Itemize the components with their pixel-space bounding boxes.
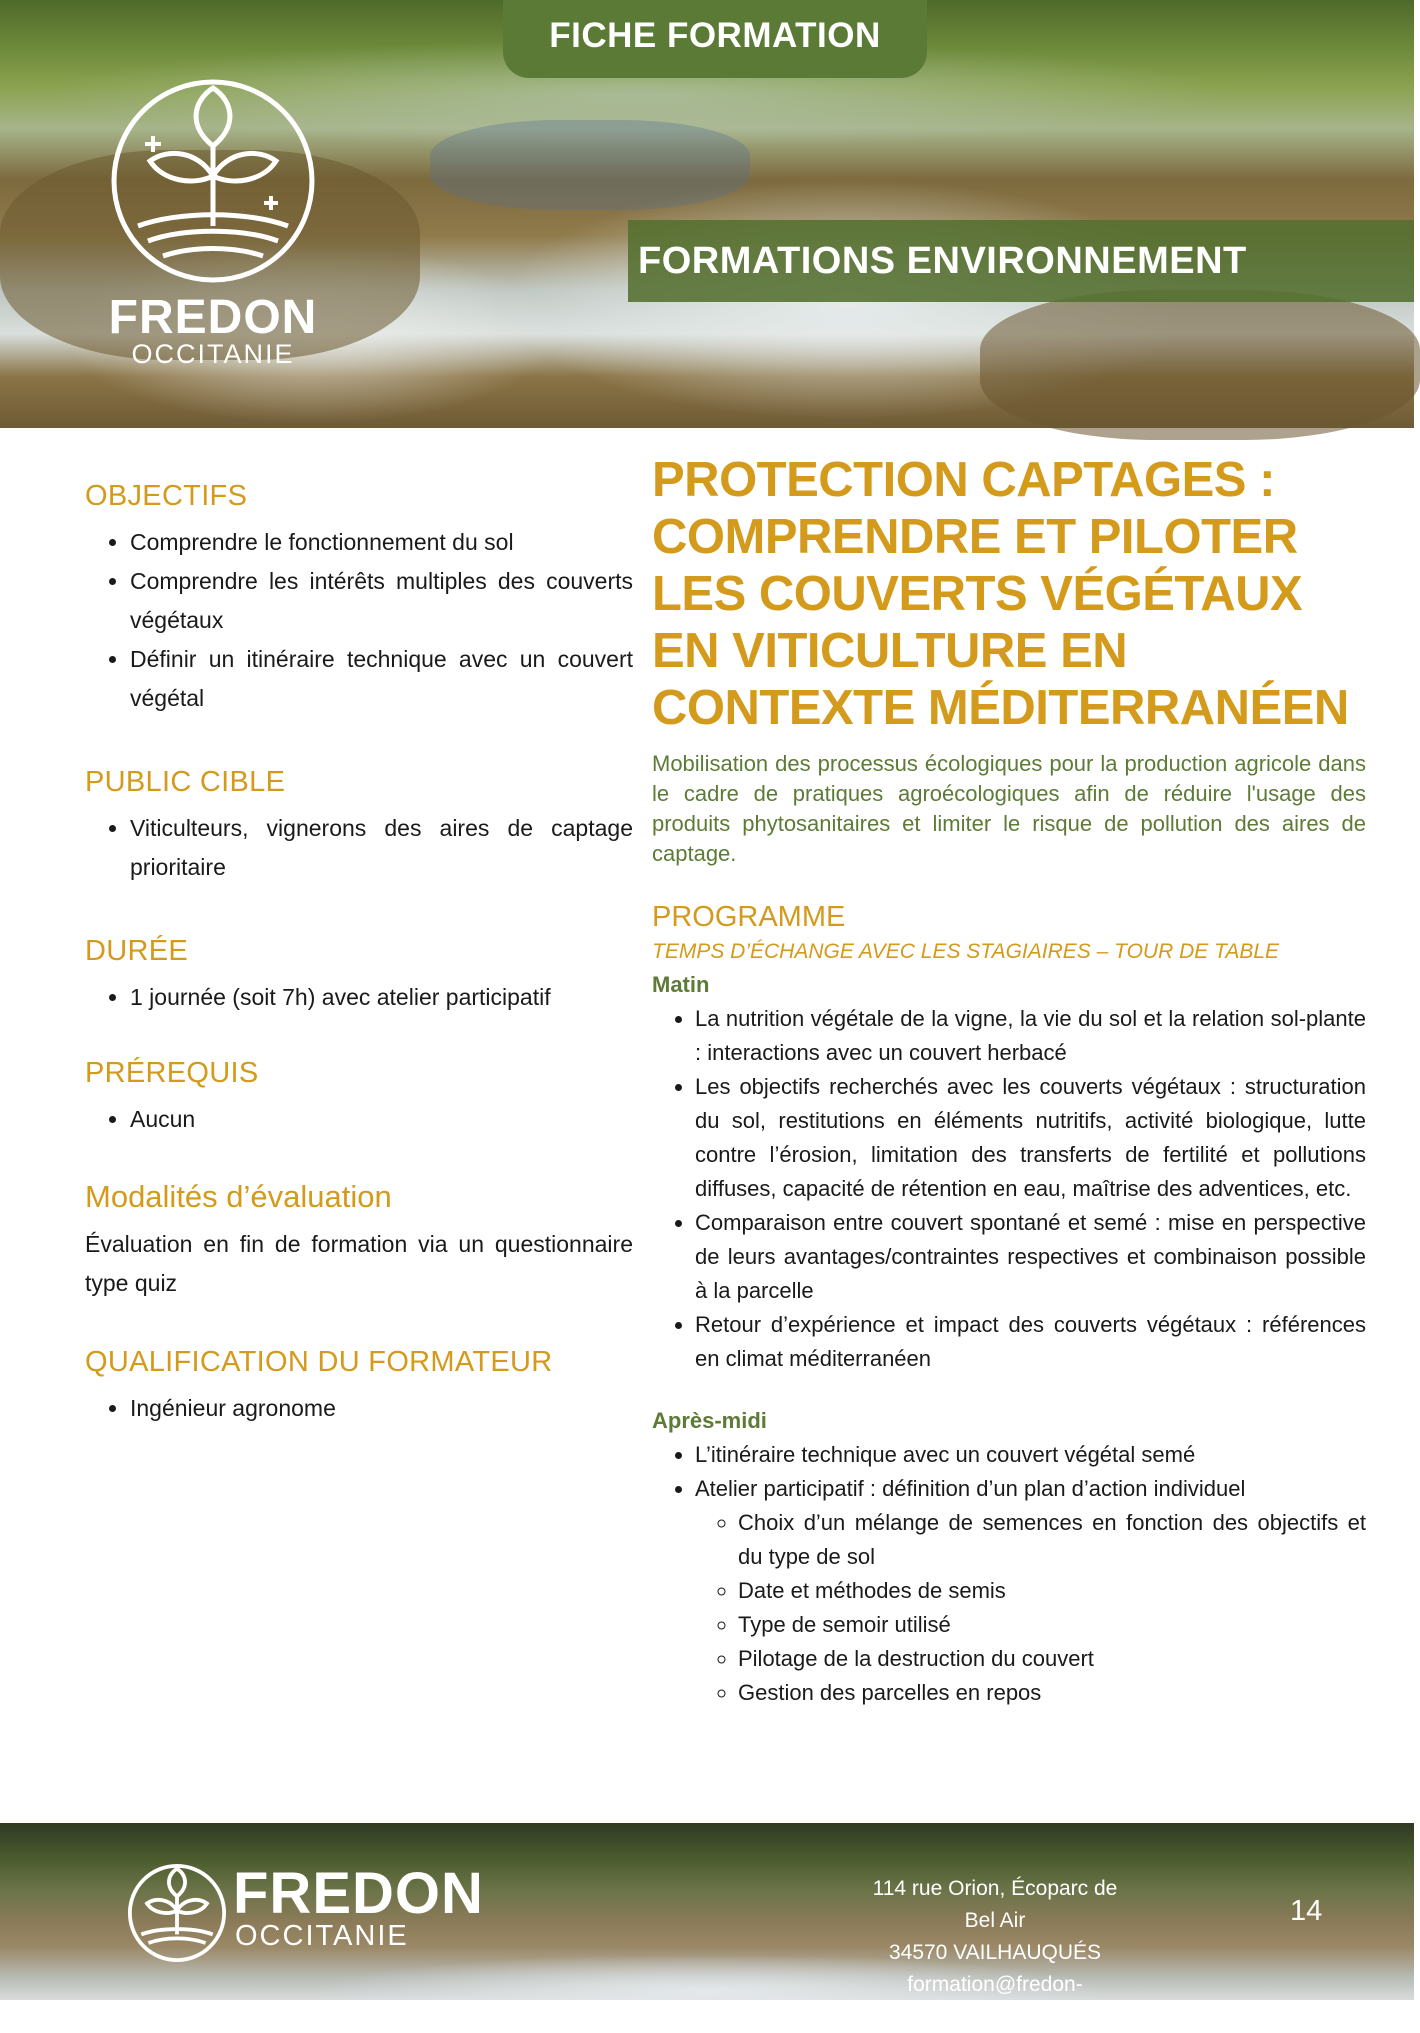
page-title: PROTECTION CAPTAGES : COMPRENDRE ET PILOTER LES COUVERTS VÉGÉTAUX EN VITICULTURE EN CONTEXTE MÉDITERRANÉEN — [652, 453, 1349, 735]
band-label: FORMATIONS ENVIRONNEMENT — [638, 240, 1247, 282]
public-cible-list — [85, 809, 633, 887]
address-block — [860, 1873, 1130, 2033]
list-item: • Les objectifs recherchés avec les couverts végétaux : structuration du sol, restitutions en éléments nutritifs, activité biologique, lutte contre l’érosion, limitation des transferts de fertilité et pollutions diffuses, capacité de rétention en eau, maîtrise des adventices, etc. — [695, 1070, 1366, 1206]
programme-heading: PROGRAMME — [652, 901, 846, 933]
qualification-heading: QUALIFICATION DU FORMATEUR — [85, 1346, 553, 1378]
logo-brand: FREDON — [108, 291, 318, 344]
list-item: • Définir un itinéraire technique avec un couvert végétal — [130, 640, 633, 718]
list-item: • Viticulteurs, vignerons des aires de captage prioritaire — [130, 809, 633, 887]
objectifs-heading: OBJECTIFS — [85, 480, 248, 512]
objectifs-list — [85, 523, 633, 718]
evaluation-text: Évaluation en fin de formation via un questionnaire type quiz — [85, 1231, 633, 1296]
header-banner — [0, 0, 1414, 428]
list-item — [695, 1472, 1366, 1710]
fredon-logo-header — [108, 76, 318, 369]
logo-subtitle: OCCITANIE — [131, 339, 295, 369]
sub-list-item: ◦ Pilotage de la destruction du couvert — [738, 1642, 1366, 1676]
sub-list-item: ◦ Choix d’un mélange de semences en fonction des objectifs et du type de sol — [738, 1506, 1366, 1574]
address-line1: 114 rue Orion, Écoparc de Bel Air — [872, 1877, 1118, 1932]
duree-list — [85, 978, 633, 1017]
list-item: • La nutrition végétale de la vigne, la vie du sol et la relation sol-plante : interactions avec un couvert herbacé — [695, 1002, 1366, 1070]
list-item: • 1 journée (soit 7h) avec atelier participatif — [130, 978, 633, 1017]
list-item: • Comprendre le fonctionnement du sol — [130, 523, 633, 562]
list-item: • L’itinéraire technique avec un couvert végétal semé — [695, 1438, 1366, 1472]
prerequis-heading: PRÉREQUIS — [85, 1057, 259, 1089]
list-item: • Ingénieur agronome — [130, 1389, 633, 1428]
formations-environnement-band — [628, 220, 1414, 302]
sub-list-item: ◦ Gestion des parcelles en repos — [738, 1676, 1366, 1710]
sprout-icon — [108, 76, 318, 286]
page-number: 14 — [1290, 1895, 1323, 1927]
public-cible-heading: PUBLIC CIBLE — [85, 766, 286, 798]
prerequis-list — [85, 1100, 633, 1139]
address-line2: 34570 VAILHAUQUÉS — [888, 1941, 1102, 1964]
qualification-list — [85, 1389, 633, 1428]
atelier-sublist — [695, 1506, 1366, 1710]
matin-label: Matin — [652, 972, 710, 997]
list-item: • Retour d’expérience et impact des couverts végétaux : références en climat méditerranéen — [695, 1308, 1366, 1376]
list-item: • Comprendre les intérêts multiples des couverts végétaux — [130, 562, 633, 640]
sprout-icon — [127, 1863, 227, 1963]
evaluation-heading: Modalités d’évaluation — [85, 1179, 392, 1214]
fiche-formation-tab — [503, 0, 927, 78]
list-item: • Aucun — [130, 1100, 633, 1139]
fiche-formation-label: FICHE FORMATION — [549, 16, 881, 55]
list-item-text: Atelier participatif : définition d’un plan d’action individuel — [695, 1476, 1246, 1501]
apres-midi-label: Après-midi — [652, 1408, 767, 1433]
apres-midi-list — [652, 1438, 1366, 1710]
programme-subheading: TEMPS D’ÉCHANGE AVEC LES STAGIAIRES – TOUR DE TABLE — [652, 940, 1280, 963]
duree-heading: DURÉE — [85, 935, 189, 967]
footer-logo-subtitle: OCCITANIE — [235, 1920, 409, 1952]
footer-banner — [0, 1823, 1414, 2028]
matin-list — [652, 1002, 1366, 1376]
sub-list-item: ◦ Date et méthodes de semis — [738, 1574, 1366, 1608]
footer-logo-brand: FREDON — [233, 1861, 484, 1926]
list-item: • Comparaison entre couvert spontané et semé : mise en perspective de leurs avantages/contraintes respectives et combinaison possible à la parcelle — [695, 1206, 1366, 1308]
contact-email[interactable]: formation@fredon-occitanie.fr — [907, 1973, 1083, 2028]
sub-list-item: ◦ Type de semoir utilisé — [738, 1608, 1366, 1642]
left-column — [85, 480, 633, 1428]
right-column — [652, 452, 1366, 1710]
intro-text: Mobilisation des processus écologiques pour la production agricole dans le cadre de pratiques agroécologiques afin de réduire l'usage des produits phytosanitaires et limiter le risque de pollution des aires de captage. — [652, 751, 1366, 866]
